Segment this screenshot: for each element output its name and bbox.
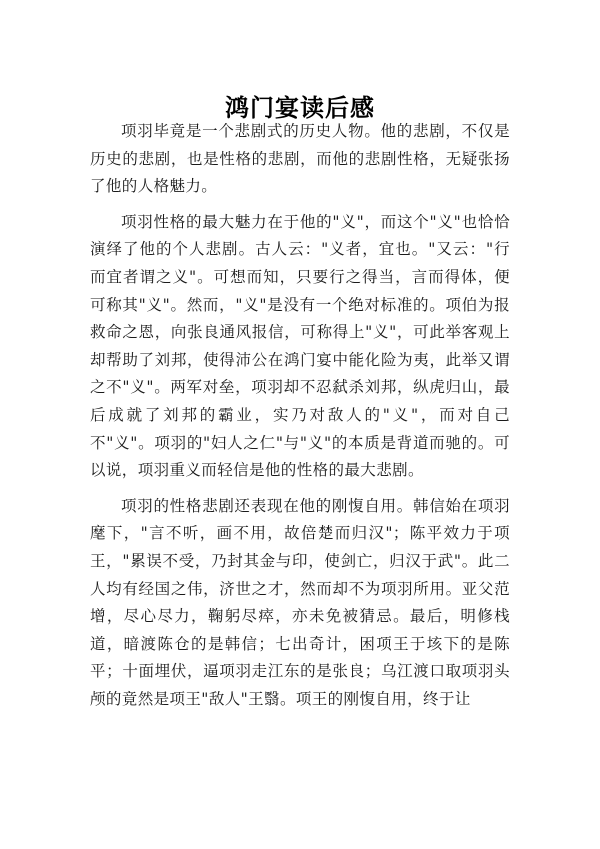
paragraph-1: 项羽毕竟是一个悲剧式的历史人物。他的悲剧，不仅是历史的悲剧，也是性格的悲剧，而他的悲剧性格，无疑张扬了他的人格魅力。 bbox=[90, 122, 510, 196]
document-title: 鸿门宴读后感 bbox=[225, 93, 375, 123]
paragraph-3: 项羽的性格悲剧还表现在他的刚愎自用。韩信始在项羽麾下，"言不听，画不用，故倍楚而归汉"；陈平效力于项王，"累误不受，乃封其金与印，使剑亡，归汉于武"。此二人均有经国之伟，济世之才，然而却不为项羽所用。亚父范增，尽心尽力，鞠躬尽瘁，亦未免被猜忌。最后，明修栈道，暗渡陈仓的是韩信；七出奇计，困项王于垓下的是陈平；十面埋伏，逼项羽走江东的是张良；乌江渡口取项羽头颅的竟然是项王"敌人"王翳。项王的刚愎自用，终于让 bbox=[90, 496, 510, 708]
paragraph-2: 项羽性格的最大魅力在于他的"义"，而这个"义"也恰恰演绎了他的个人悲剧。古人云："义者，宜也。"又云："行而宜者谓之义"。可想而知，只要行之得当，言而得体，便可称其"义"。然而，"义"是没有一个绝对标准的。项伯为报救命之恩，向张良通风报信，可称得上"义"，可此举客观上却帮助了刘邦，使得沛公在鸿门宴中能化险为夷，此举又谓之不"义"。两军对垒，项羽却不忍弑杀刘邦，纵虎归山，最后成就了刘邦的霸业，实乃对敌人的"义"，而对自己不"义"。项羽的"妇人之仁"与"义"的本质是背道而驰的。可以说，项羽重义而轻信是他的性格的最大悲剧。 bbox=[90, 212, 510, 480]
document-body bbox=[90, 118, 510, 721]
